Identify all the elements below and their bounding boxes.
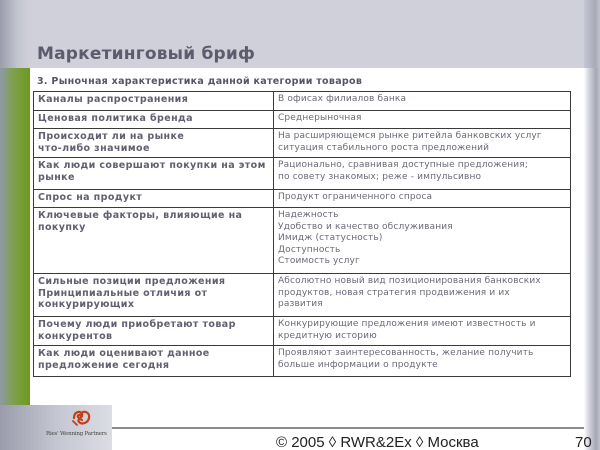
- row-answer-cell: [274, 158, 571, 190]
- row-question-cell: [34, 111, 274, 129]
- page-number: 70: [575, 434, 592, 450]
- table-row: [34, 158, 571, 190]
- question-line: Почему люди приобретают товар: [38, 319, 236, 330]
- answer-line: Стоимость услуг: [278, 256, 360, 266]
- answer-line: продуктов, новая стратегия продвижения и их: [278, 287, 510, 298]
- row-answer-cell: [274, 92, 571, 111]
- row-question-cell: [34, 129, 274, 158]
- row-answer-cell: [274, 208, 571, 274]
- question-line: конкурентов: [38, 330, 113, 342]
- row-answer-cell: [274, 346, 571, 377]
- question-line: Ключевые факторы, влияющие на: [38, 210, 243, 221]
- question-line: Спрос на продукт: [38, 192, 143, 203]
- row-question-cell: [34, 190, 274, 208]
- answer-line: кредитную историю: [278, 330, 377, 341]
- question-line: Принципиальные отличия от: [38, 287, 208, 299]
- answer-line: Доступность: [278, 244, 341, 255]
- question-line: Как люди совершают покупки на этом: [38, 160, 266, 171]
- answer-line: Рационально, сравнивая доступные предложения;: [278, 160, 529, 170]
- row-question-cell: [34, 208, 274, 274]
- answer-line: Конкурирующие предложения имеют известность и: [278, 319, 536, 329]
- table-row: [34, 346, 571, 377]
- logo-panel: [0, 405, 112, 450]
- right-decorative-gradient-top: [584, 0, 600, 68]
- answer-line: Абсолютно новый вид позиционирования банковских: [278, 276, 541, 286]
- row-question-cell: [34, 92, 274, 111]
- row-answer-cell: [274, 111, 571, 129]
- answer-line: по совету знакомых; реже - импульсивно: [278, 171, 482, 182]
- question-line: предложение сегодня: [38, 359, 170, 371]
- left-accent-strip: [0, 68, 30, 405]
- row-question-cell: [34, 346, 274, 377]
- row-question-cell: [34, 158, 274, 190]
- footer-divider: [110, 427, 584, 429]
- table-row: [34, 317, 571, 346]
- question-line: Сильные позиции предложения: [38, 276, 226, 287]
- answer-line: ситуация стабильного роста предложений: [278, 142, 490, 153]
- row-answer-cell: [274, 274, 571, 317]
- footer-copyright: © 2005 ◊ RWR&2Ex ◊ Москва: [276, 434, 479, 450]
- question-line: Происходит ли на рынке: [38, 131, 185, 142]
- answer-line: Удобство и качество обслуживания: [278, 221, 453, 232]
- slide-title: Маркетинговый бриф: [37, 44, 256, 64]
- question-line: рынке: [38, 171, 75, 183]
- answer-line: Продукт ограниченного спроса: [278, 192, 433, 202]
- table-row: [34, 129, 571, 158]
- answer-line: Среднерыночная: [278, 113, 362, 123]
- row-answer-cell: [274, 190, 571, 208]
- answer-line: развития: [278, 299, 323, 309]
- answer-line: больше информации о продукте: [278, 359, 438, 370]
- question-line: конкурирующих: [38, 299, 135, 310]
- question-line: покупку: [38, 221, 86, 233]
- logo-text: Ries' Wenning Partners: [46, 431, 107, 437]
- swirl-logo-icon: [70, 409, 92, 427]
- question-line: Как люди оценивают данное: [38, 348, 210, 359]
- answer-line: Имидж (статусность): [278, 233, 383, 243]
- question-line: что-либо значимое: [38, 142, 150, 154]
- table-row: [34, 190, 571, 208]
- row-question-cell: [34, 317, 274, 346]
- question-line: Ценовая политика бренда: [38, 113, 193, 124]
- marketing-brief-table: [33, 91, 571, 377]
- table-row: [34, 92, 571, 111]
- table-row: [34, 274, 571, 317]
- row-answer-cell: [274, 317, 571, 346]
- row-question-cell: [34, 274, 274, 317]
- answer-line: Проявляют заинтересованность, желание получить: [278, 348, 534, 358]
- answer-line: Надежность: [278, 210, 339, 220]
- answer-line: В офисах филиалов банка: [278, 94, 407, 104]
- question-line: Каналы распространения: [38, 94, 189, 105]
- table-row: [34, 111, 571, 129]
- row-answer-cell: [274, 129, 571, 158]
- table-row: [34, 208, 571, 274]
- section-title: 3. Рыночная характеристика данной категории товаров: [37, 76, 363, 87]
- answer-line: На расширяющемся рынке ритейла банковских услуг: [278, 131, 542, 141]
